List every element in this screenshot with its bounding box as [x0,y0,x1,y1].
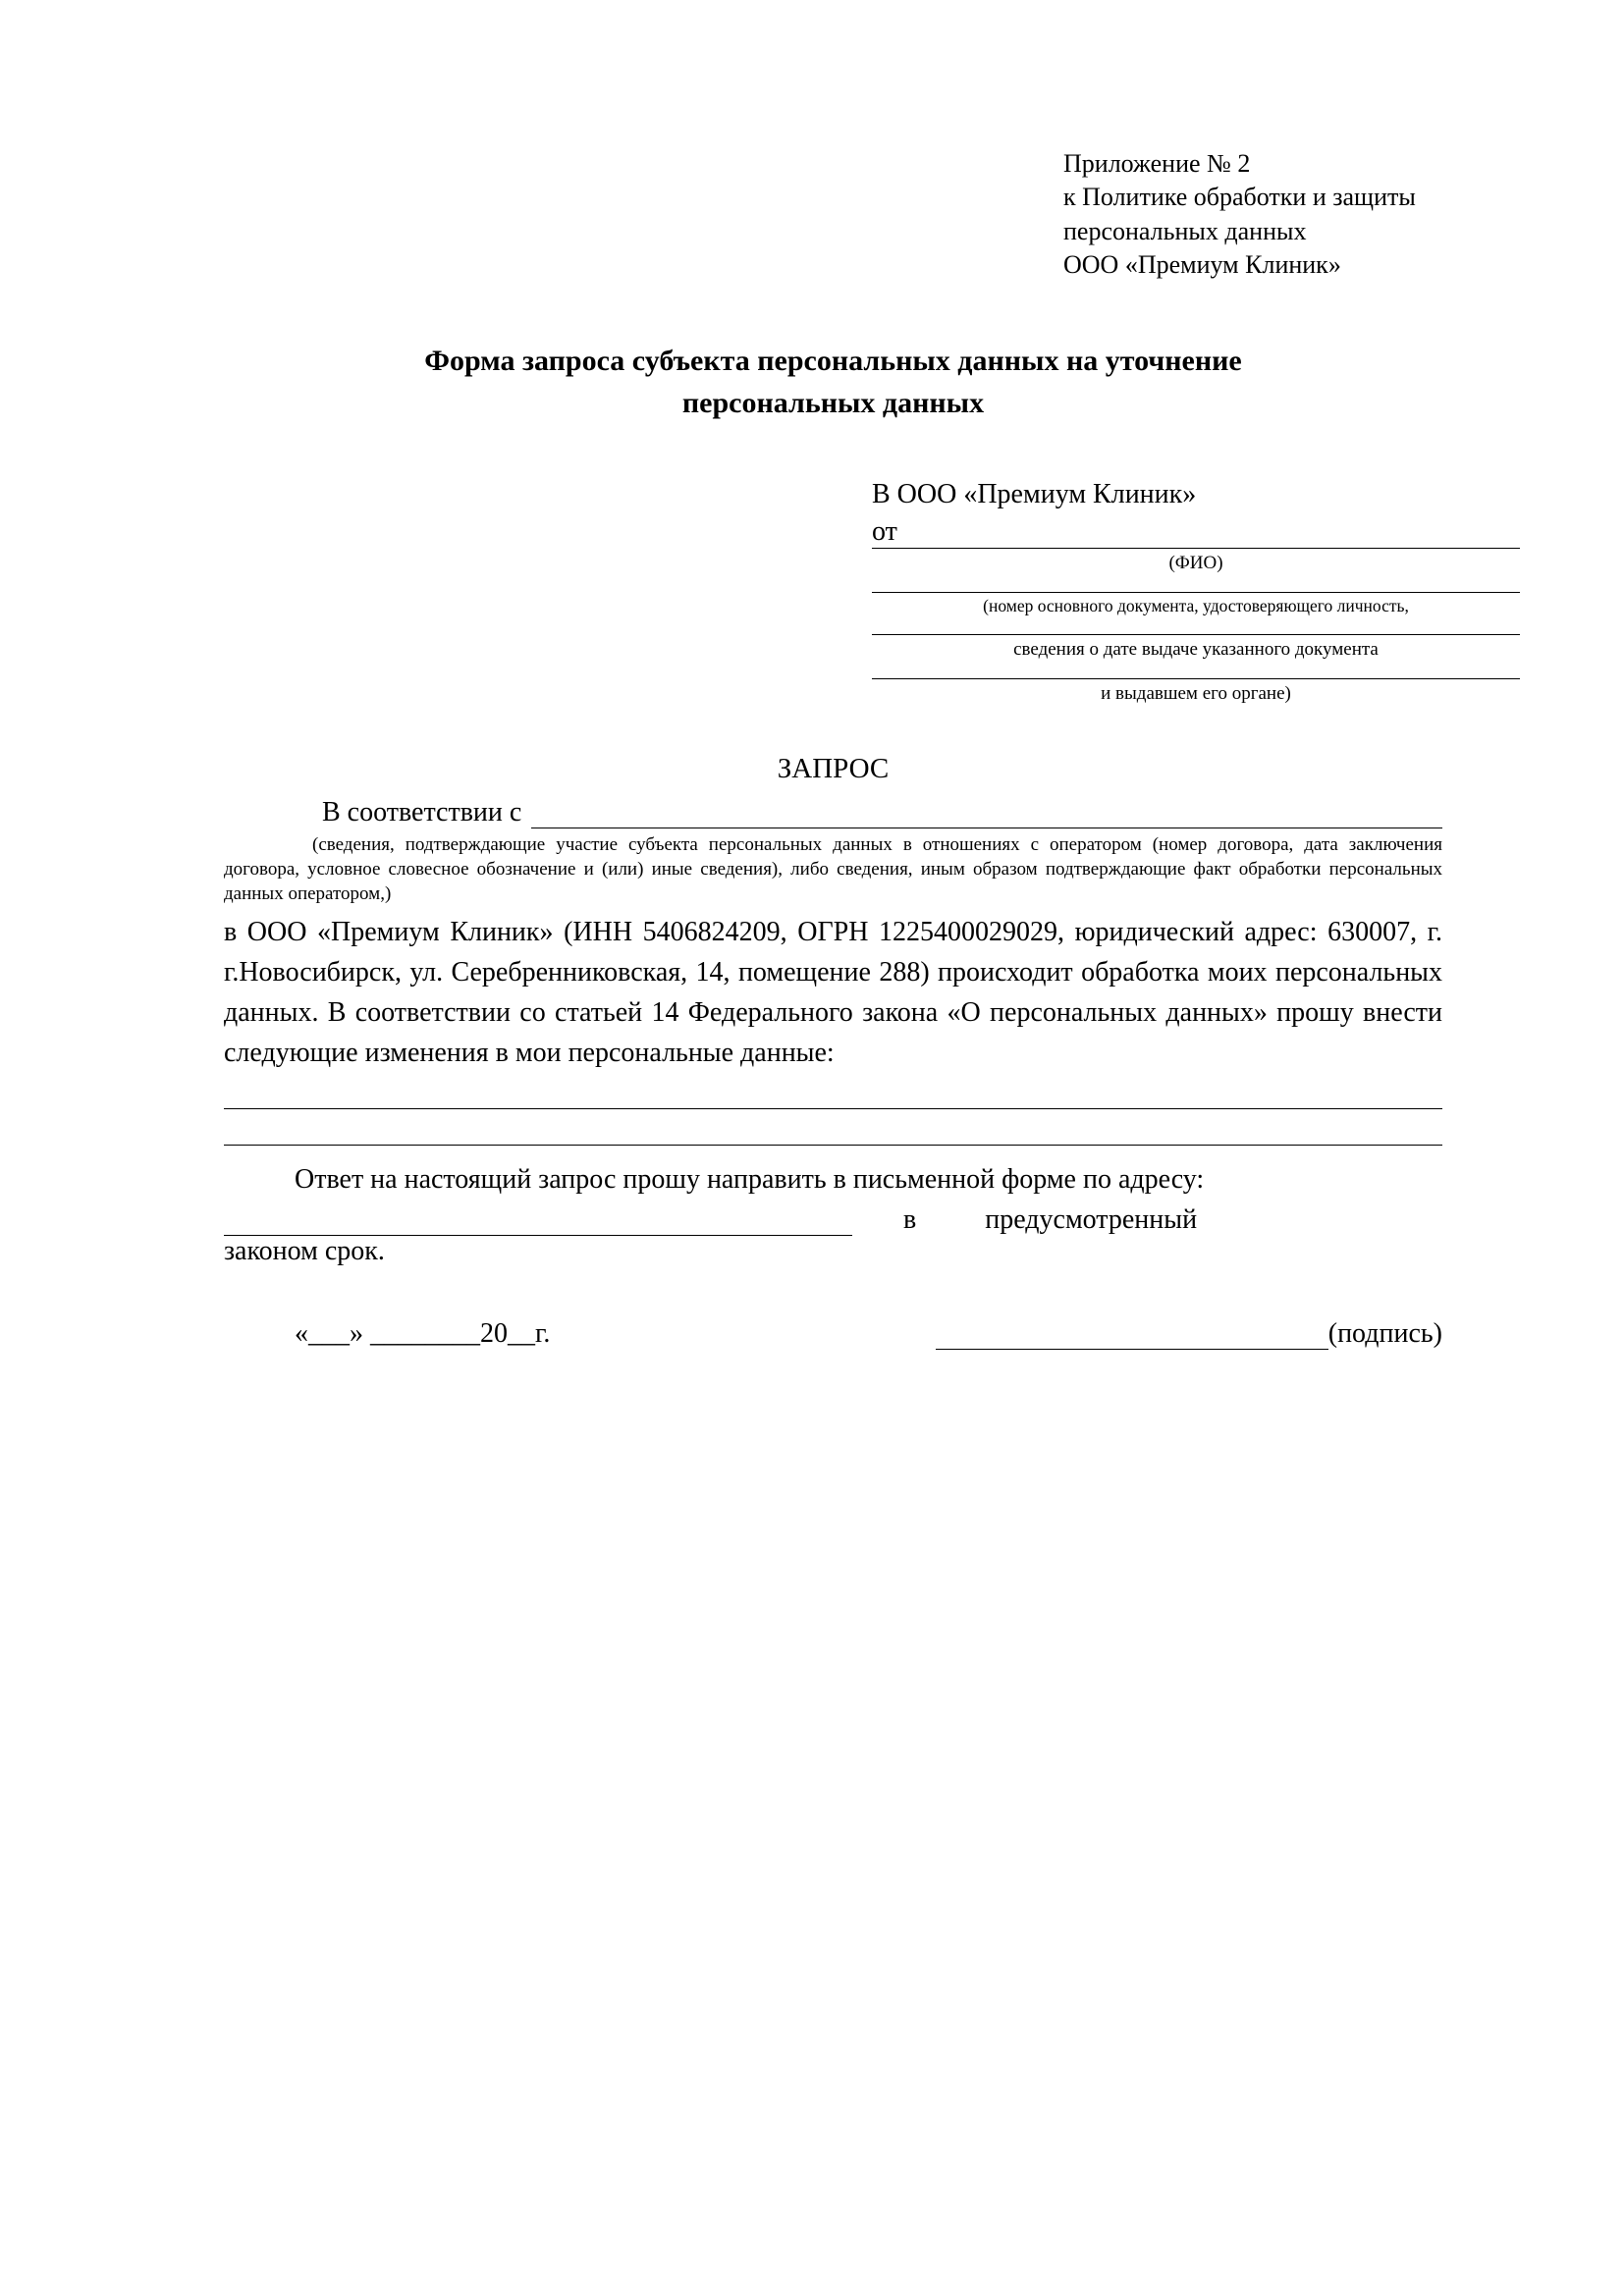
in-accordance-label: В соответствии с [322,796,522,828]
signature-row [224,1318,1442,1350]
in-accordance-row [224,797,1442,828]
signature-fill-line[interactable] [936,1321,1328,1350]
reply-address-text [224,1159,1442,1200]
document-date-fill-line[interactable] [872,634,1520,635]
addressee-organization: В ООО «Премиум Клиник» [872,479,1197,510]
issuing-authority-fill-line[interactable] [872,678,1520,679]
in-accordance-fill-line[interactable] [531,798,1442,828]
reply-tail-text: законом срок. [224,1235,385,1266]
in-accordance-note [224,832,1442,906]
reply-address-label: Ответ на настоящий запрос прошу направить в письменной форме по адресу: [295,1164,1205,1196]
request-heading: ЗАПРОС [777,752,890,784]
changes-fill-line-2[interactable] [224,1145,1442,1146]
appendix-line-1: Приложение № 2 [1063,149,1251,178]
document-date-caption: сведения о дате выдаче указанного документа [1013,639,1379,661]
appendix-line-4: ООО «Премиум Клиник» [1063,249,1341,279]
issuing-authority-caption: и выдавшем его органе) [1101,682,1291,704]
in-accordance-note-text: (сведения, подтверждающие участие субъекта персональных данных в отношениях с оператором (номер договора, дата заключения договора, условное словесное обозначение и (или) иные сведения), либо сведения, иным образом подтверждающие факт обработки персональных данных оператором,) [224,833,1442,904]
appendix-line-3: персональных данных [1063,216,1307,245]
reply-address-row [224,1204,1442,1236]
document-number-fill-line[interactable] [872,592,1520,593]
reply-word-v: в [903,1203,917,1235]
appendix-line-2: к Политике обработки и защиты [1063,183,1416,212]
fio-caption: (ФИО) [1168,553,1223,574]
addressee-from-label: от [872,516,897,548]
changes-fill-line-1[interactable] [224,1108,1442,1109]
addressee-block [872,479,1520,705]
fio-fill-line[interactable] [872,548,1520,549]
date-field[interactable]: «___» ________20__г. [295,1317,551,1349]
page-title-line-2: персональных данных [681,386,985,419]
request-body-text: в ООО «Премиум Клиник» (ИНН 5406824209, ОГРН 1225400029029, юридический адрес: 630007, г. г.Новосибирск, ул. Серебренниковская, 14, помещение 288) происходит обработка моих персональных данных. В соответствии со статьей 14 Федерального закона «О персональных данных» прошу внести следующие изменения в мои персональные данные: [224,916,1442,1069]
signature-caption: (подпись) [1327,1317,1442,1349]
page-title [224,341,1442,424]
reply-address-fill-line[interactable] [224,1205,852,1236]
appendix-header [1063,147,1442,282]
reply-word-predusmotrenny: предусмотренный [985,1203,1198,1235]
page-title-line-1: Форма запроса субъекта персональных данных на уточнение [424,345,1242,378]
document-number-caption: (номер основного документа, удостоверяющего личность, [983,596,1409,616]
